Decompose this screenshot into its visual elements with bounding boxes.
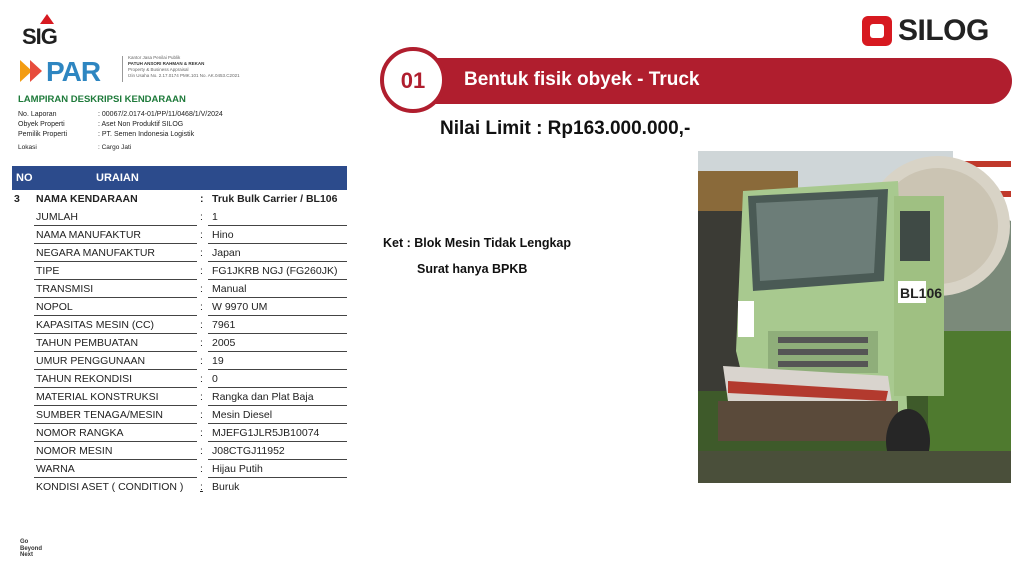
sig-triangle-icon: [40, 14, 54, 24]
colon: :: [200, 193, 204, 205]
table-row: [12, 190, 347, 208]
truck-plate-label: BL106: [900, 285, 943, 301]
truck-illustration: [698, 151, 1011, 483]
colon: :: [200, 481, 203, 493]
table-row: [12, 226, 347, 244]
firm-line: Kantor Jasa Penilai Publik: [128, 55, 181, 60]
firm-line: Property & Business Appraisal: [128, 67, 189, 72]
table-row: [12, 460, 347, 478]
section-number: 01: [400, 68, 426, 93]
row-value: 7961: [212, 319, 236, 331]
table-row: [12, 316, 347, 334]
table-row: [12, 442, 347, 460]
tagline-line: Go: [20, 539, 29, 545]
row-label: NOMOR MESIN: [36, 445, 113, 457]
row-value: Rangka dan Plat Baja: [212, 391, 314, 403]
tagline-line: Beyond: [20, 545, 43, 552]
chevron-icon: [30, 60, 42, 82]
table-row: [12, 208, 347, 226]
logo-divider: [122, 56, 123, 82]
meta-value: : 00067/2.0174-01/PP/11/0468/1/V/2024: [98, 111, 223, 118]
column-header-no: NO: [16, 172, 33, 184]
colon: :: [200, 355, 203, 367]
section-title: Bentuk fisik obyek - Truck: [464, 69, 700, 90]
meta-label: No. Laporan: [18, 111, 57, 118]
row-value: Hijau Putih: [212, 463, 263, 475]
sig-logo: [22, 14, 78, 48]
truck-photo: [698, 151, 1011, 483]
colon: :: [200, 337, 203, 349]
colon: :: [200, 247, 203, 259]
document-title: LAMPIRAN DESKRIPSI KENDARAAN: [18, 94, 186, 105]
row-label: NOMOR RANGKA: [36, 427, 124, 439]
colon: :: [200, 301, 203, 313]
row-label: TAHUN REKONDISI: [36, 373, 133, 385]
row-value: J08CTGJ11952: [212, 445, 285, 457]
vehicle-table: [12, 190, 347, 496]
colon: :: [200, 283, 203, 295]
row-value: Manual: [212, 283, 247, 295]
row-label: NAMA KENDARAAN: [36, 193, 138, 205]
colon: :: [200, 463, 203, 475]
row-label: TRANSMISI: [36, 283, 94, 295]
column-header-uraian: URAIAN: [96, 172, 139, 184]
silog-square-icon: [862, 16, 892, 46]
section-number-badge: [380, 47, 446, 113]
table-row: [12, 406, 347, 424]
colon: :: [200, 229, 203, 241]
table-row: [12, 478, 347, 496]
row-value: Hino: [212, 229, 234, 241]
meta-label: Lokasi: [18, 144, 37, 151]
row-value: MJEFG1JLR5JB10074: [212, 427, 320, 439]
colon: :: [200, 445, 203, 457]
silog-logo: [862, 14, 1007, 50]
colon: :: [200, 409, 203, 421]
row-value: 0: [212, 373, 218, 385]
row-label: NOPOL: [36, 301, 73, 313]
row-label: WARNA: [36, 463, 75, 475]
meta-value: : Aset Non Produktif SILOG: [98, 121, 184, 128]
colon: :: [200, 427, 203, 439]
meta-value: : PT. Semen Indonesia Logistik: [98, 131, 195, 138]
colon: :: [200, 211, 203, 223]
colon: :: [200, 319, 203, 331]
firm-line: Izin Usaha No. 2.17.0174 PMK.101 No. AK.0453.C2021: [128, 73, 240, 78]
silog-logo-text: SILOG: [898, 14, 989, 47]
note-line: Surat hanya BPKB: [417, 262, 528, 276]
row-label: TAHUN PEMBUATAN: [36, 337, 139, 349]
firm-name: PATUH ANSORI RAHMAN & REKAN: [128, 61, 205, 66]
row-label: UMUR PENGGUNAAN: [36, 355, 146, 367]
sig-logo-text: SIG: [22, 24, 57, 49]
table-row: [12, 298, 347, 316]
table-row: [12, 370, 347, 388]
row-value: 19: [212, 355, 224, 367]
row-value: Mesin Diesel: [212, 409, 273, 421]
meta-label: Pemilik Properti: [18, 131, 68, 138]
row-number: 3: [14, 193, 20, 205]
table-row: [12, 388, 347, 406]
row-label: SUMBER TENAGA/MESIN: [36, 409, 163, 421]
row-label: TIPE: [36, 265, 60, 277]
note-line: Ket : Blok Mesin Tidak Lengkap: [383, 236, 572, 250]
row-value: Truk Bulk Carrier / BL106: [212, 193, 338, 205]
limit-price: Nilai Limit : Rp163.000.000,-: [440, 118, 691, 139]
row-label: KONDISI ASET ( CONDITION ): [36, 481, 184, 493]
tagline-line: Next: [20, 552, 34, 558]
par-logo-text: PAR: [46, 56, 101, 87]
firm-info: [128, 55, 258, 79]
row-value: W 9970 UM: [212, 301, 268, 313]
row-label: MATERIAL KONSTRUKSI: [36, 391, 159, 403]
row-value: 1: [212, 211, 218, 223]
row-label: NEGARA MANUFAKTUR: [36, 247, 156, 259]
colon: :: [200, 373, 203, 385]
meta-label: Obyek Properti: [18, 121, 65, 128]
row-value: Japan: [212, 247, 241, 259]
footer-tagline: [20, 539, 42, 559]
par-logo: [20, 56, 120, 86]
table-header: [12, 166, 347, 190]
row-value: Buruk: [212, 481, 240, 493]
colon: :: [200, 391, 203, 403]
row-label: NAMA MANUFAKTUR: [36, 229, 142, 241]
row-value: FG1JKRB NGJ (FG260JK): [212, 265, 338, 277]
colon: :: [200, 265, 203, 277]
table-row: [12, 244, 347, 262]
table-row: [12, 424, 347, 442]
row-label: KAPASITAS MESIN (CC): [36, 319, 155, 331]
meta-value: : Cargo Jati: [98, 144, 132, 151]
table-row: [12, 262, 347, 280]
table-row: [12, 280, 347, 298]
table-row: [12, 334, 347, 352]
row-label: JUMLAH: [36, 211, 79, 223]
table-row: [12, 352, 347, 370]
row-value: 2005: [212, 337, 236, 349]
